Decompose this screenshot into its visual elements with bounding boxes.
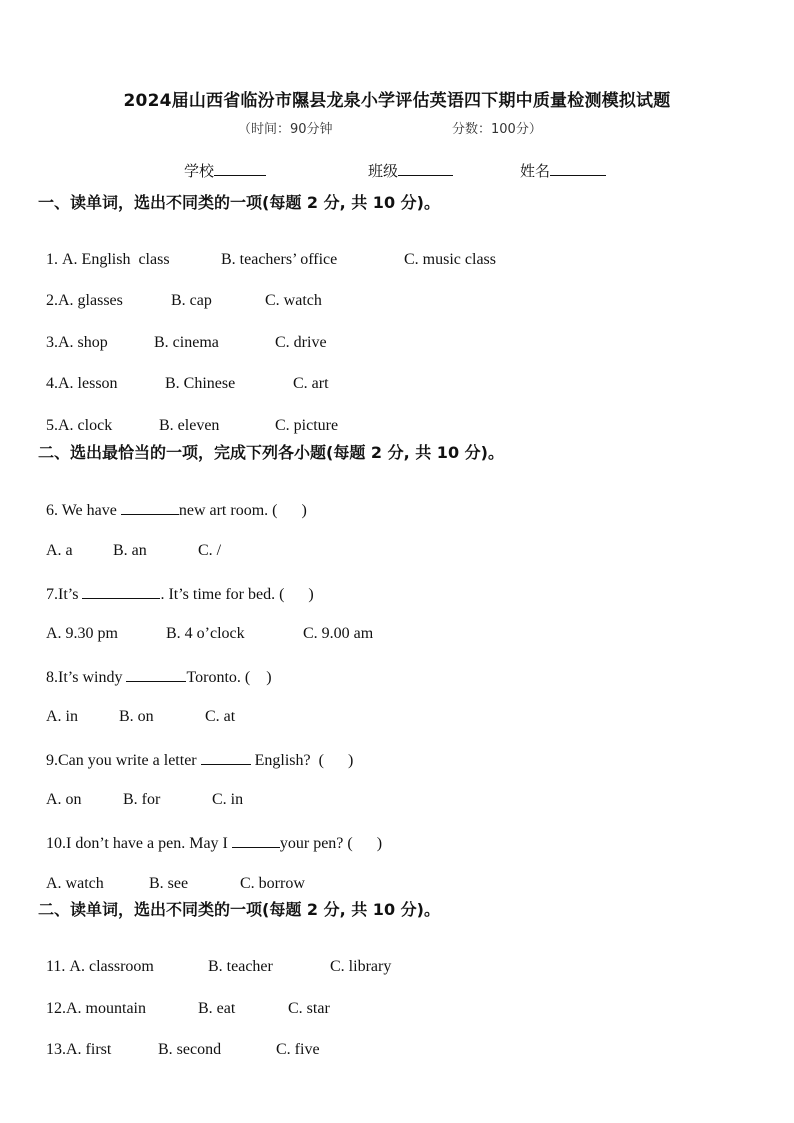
option-c[interactable]: C. art bbox=[293, 375, 329, 392]
option-a[interactable]: A. watch bbox=[46, 875, 104, 892]
option-a[interactable]: A. in bbox=[46, 708, 78, 725]
name-blank[interactable] bbox=[550, 161, 606, 176]
question-number: 2. bbox=[46, 292, 58, 309]
question-8 bbox=[38, 649, 272, 687]
option-b[interactable]: B. second bbox=[158, 1041, 222, 1058]
question-13 bbox=[38, 1023, 320, 1059]
school-label: 学校 bbox=[184, 162, 215, 180]
score-info: 分数：100分） bbox=[452, 122, 542, 137]
option-c[interactable]: C. 9.00 am bbox=[303, 625, 374, 642]
option-b[interactable]: B. cinema bbox=[154, 334, 219, 351]
question-text-end: . It’s time for bed. ( ) bbox=[160, 586, 314, 603]
answer-blank[interactable] bbox=[232, 833, 280, 848]
class-label: 班级 bbox=[368, 162, 399, 180]
option-a[interactable]: A. mountain bbox=[66, 1000, 146, 1017]
question-text: 10.I don’t have a pen. May I bbox=[46, 835, 232, 852]
option-c[interactable]: C. at bbox=[205, 708, 236, 725]
option-a[interactable]: A. first bbox=[66, 1041, 112, 1058]
option-b[interactable]: B. teachers’ office bbox=[221, 251, 338, 268]
option-b[interactable]: B. 4 o’clock bbox=[166, 625, 245, 642]
option-a[interactable]: A. English class bbox=[62, 251, 170, 268]
section-title-1: 一、读单词，选出不同类的一项(每题 2 分, 共 10 分)。 bbox=[38, 193, 440, 212]
question-7 bbox=[38, 566, 314, 604]
name-field[interactable] bbox=[520, 160, 606, 181]
answer-blank[interactable] bbox=[201, 750, 251, 765]
option-b[interactable]: B. for bbox=[123, 791, 161, 808]
option-a[interactable]: A. a bbox=[46, 542, 73, 559]
question-number: 11. bbox=[46, 958, 70, 975]
question-4 bbox=[38, 357, 329, 393]
option-a[interactable]: A. classroom bbox=[69, 958, 154, 975]
question-text: 7.It’s bbox=[46, 586, 83, 603]
question-text-end: your pen? ( ) bbox=[279, 835, 383, 852]
question-number: 1. bbox=[46, 251, 62, 268]
option-c[interactable]: C. music class bbox=[404, 251, 496, 268]
option-b[interactable]: B. an bbox=[113, 542, 147, 559]
question-5 bbox=[38, 399, 339, 435]
option-c[interactable]: C. picture bbox=[275, 417, 339, 434]
question-number: 3. bbox=[46, 334, 58, 351]
question-text: 6. We have bbox=[46, 502, 121, 519]
question-6 bbox=[38, 482, 307, 520]
option-a[interactable]: A. glasses bbox=[58, 292, 123, 309]
question-3 bbox=[38, 316, 327, 352]
option-b[interactable]: B. eat bbox=[198, 1000, 236, 1017]
option-b[interactable]: B. Chinese bbox=[165, 375, 236, 392]
option-c[interactable]: C. drive bbox=[275, 334, 327, 351]
question-12 bbox=[38, 982, 330, 1018]
question-number: 5. bbox=[46, 417, 58, 434]
question-text-end: new art room. ( ) bbox=[178, 502, 307, 519]
question-number: 12. bbox=[46, 1000, 66, 1017]
question-10 bbox=[38, 815, 382, 853]
question-text: 9.Can you write a letter bbox=[46, 752, 201, 769]
name-label: 姓名 bbox=[520, 162, 551, 180]
option-a[interactable]: A. shop bbox=[58, 334, 108, 351]
question-number: 4. bbox=[46, 375, 58, 392]
question-2 bbox=[38, 274, 322, 310]
school-field[interactable] bbox=[184, 160, 266, 181]
question-text-end: English? ( ) bbox=[250, 752, 354, 769]
option-c[interactable]: C. / bbox=[198, 542, 222, 559]
options-6 bbox=[38, 524, 222, 560]
question-text-end: Toronto. ( ) bbox=[186, 669, 272, 686]
option-c[interactable]: C. library bbox=[330, 958, 392, 975]
option-a[interactable]: A. lesson bbox=[58, 375, 118, 392]
option-b[interactable]: B. eleven bbox=[159, 417, 220, 434]
question-11 bbox=[38, 940, 392, 976]
option-a[interactable]: A. clock bbox=[58, 417, 113, 434]
options-9 bbox=[38, 773, 244, 809]
page-title: 2024届山西省临汾市隰县龙泉小学评估英语四下期中质量检测模拟试题 bbox=[123, 91, 671, 111]
time-info: （时间：90分钟 bbox=[238, 122, 333, 137]
question-1 bbox=[38, 233, 496, 269]
option-b[interactable]: B. see bbox=[149, 875, 189, 892]
section-title-3: 二、读单词，选出不同类的一项(每题 2 分, 共 10 分)。 bbox=[38, 900, 440, 919]
option-b[interactable]: B. on bbox=[119, 708, 154, 725]
options-8 bbox=[38, 690, 236, 726]
options-10 bbox=[38, 857, 305, 893]
answer-blank[interactable] bbox=[126, 667, 186, 682]
option-b[interactable]: B. teacher bbox=[208, 958, 273, 975]
question-text: 8.It’s windy bbox=[46, 669, 127, 686]
option-c[interactable]: C. in bbox=[212, 791, 244, 808]
options-7 bbox=[38, 607, 374, 643]
option-b[interactable]: B. cap bbox=[171, 292, 212, 309]
school-blank[interactable] bbox=[214, 161, 266, 176]
class-field[interactable] bbox=[368, 160, 453, 181]
answer-blank[interactable] bbox=[121, 500, 179, 515]
class-blank[interactable] bbox=[398, 161, 453, 176]
question-9 bbox=[38, 732, 353, 770]
option-a[interactable]: A. 9.30 pm bbox=[46, 625, 118, 642]
answer-blank[interactable] bbox=[82, 584, 160, 599]
option-c[interactable]: C. borrow bbox=[240, 875, 305, 892]
option-a[interactable]: A. on bbox=[46, 791, 82, 808]
question-number: 13. bbox=[46, 1041, 66, 1058]
section-title-2: 二、选出最恰当的一项，完成下列各小题(每题 2 分, 共 10 分)。 bbox=[38, 443, 504, 462]
option-c[interactable]: C. watch bbox=[265, 292, 322, 309]
option-c[interactable]: C. star bbox=[288, 1000, 330, 1017]
option-c[interactable]: C. five bbox=[276, 1041, 320, 1058]
